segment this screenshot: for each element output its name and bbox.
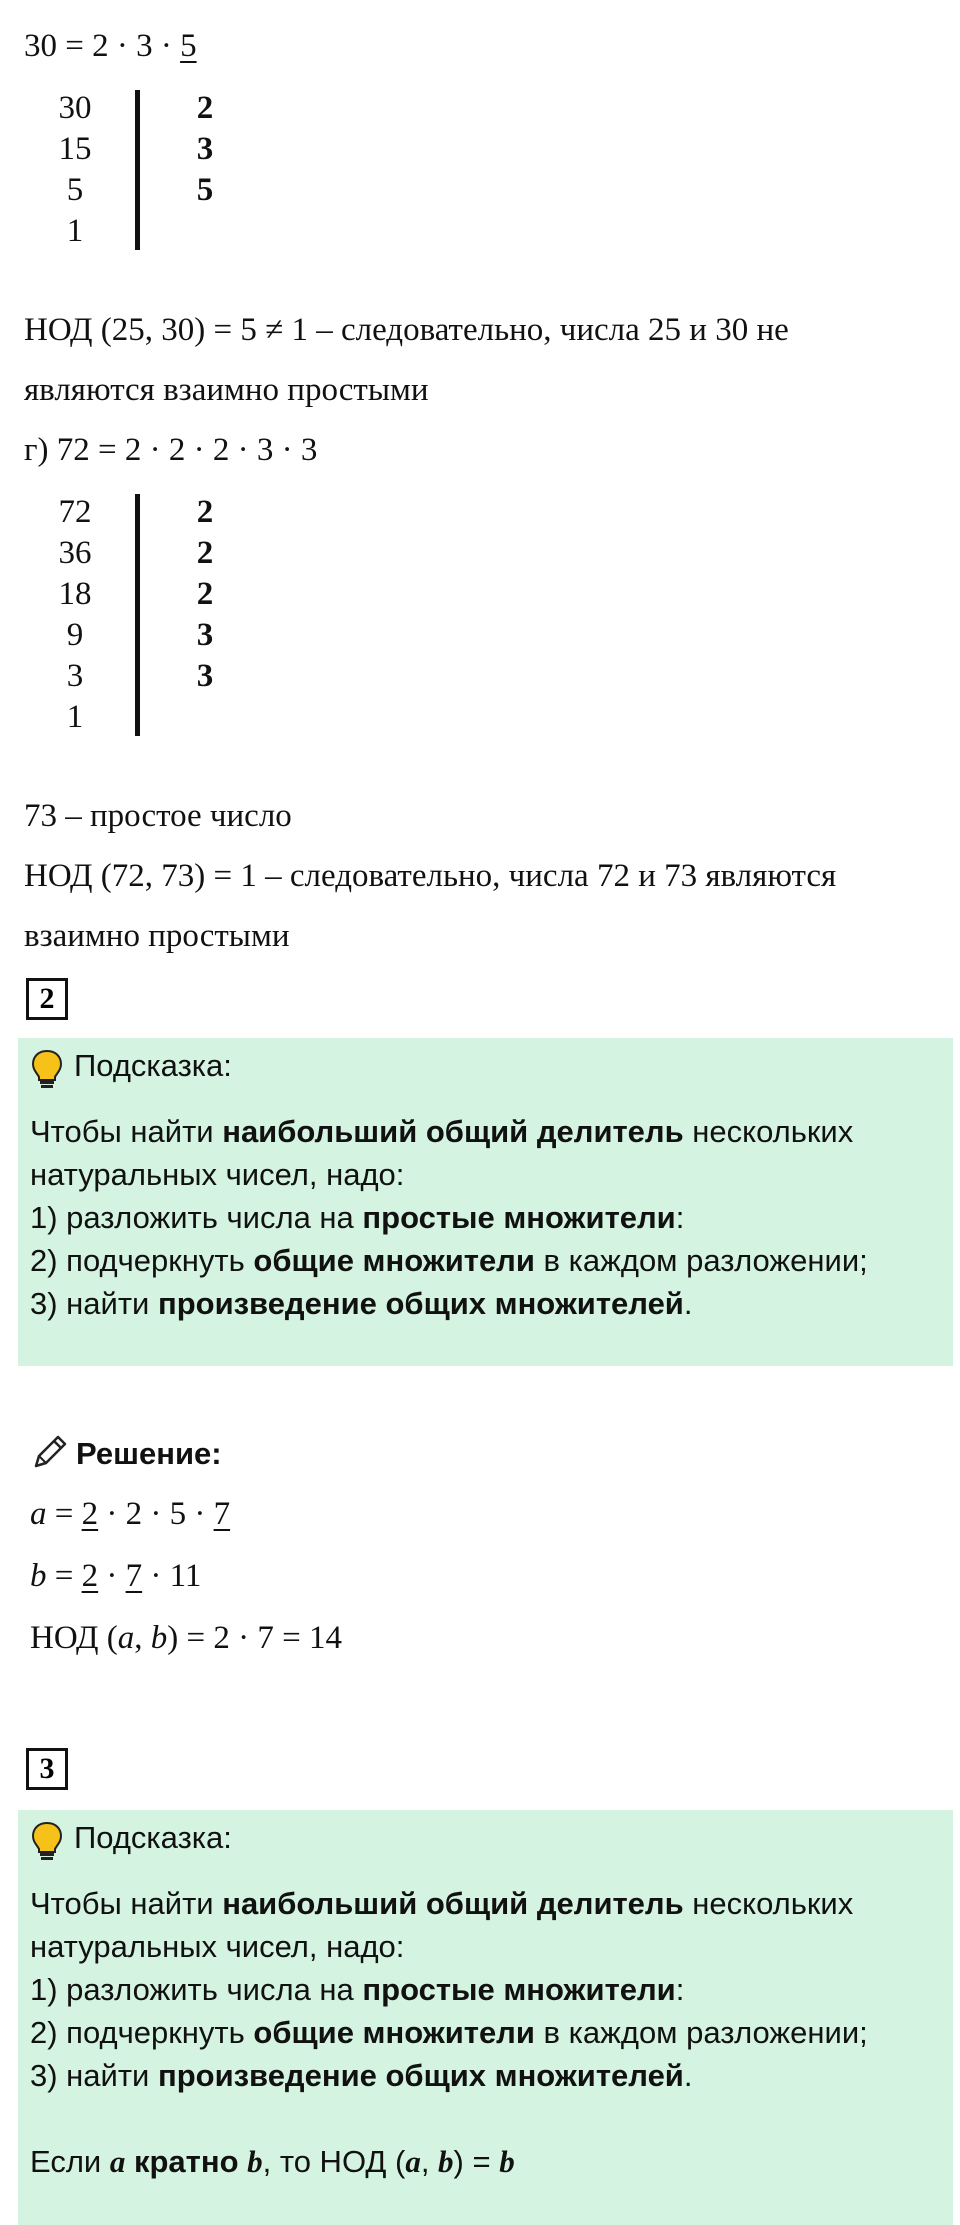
factorization-72: г) 72 = 2 · 2 · 2 · 3 · 3 — [24, 432, 318, 468]
factorization-30: 30 = 2 · 3 · 5 — [24, 28, 197, 64]
factorization-a: a = 2 · 2 · 5 · 7 — [30, 1496, 231, 1532]
solution-title: Решение: — [76, 1436, 222, 1471]
hint-box-task3 — [18, 1810, 953, 2225]
hint-title: Подсказка: — [74, 1048, 232, 1083]
hint-text: Чтобы найти наибольший общий делитель нескольких натуральных чисел, надо: 1) разложить числа на простые множители: 2) подчеркнуть общие множители в каждом разложении; 3) найти произведение общих множителей. — [30, 1114, 868, 1321]
lightbulb-icon — [30, 1048, 64, 1090]
prime-73-line: 73 – простое число — [24, 798, 292, 834]
hint-text: Чтобы найти наибольший общий делитель нескольких натуральных чисел, надо: 1) разложить числа на простые множители: 2) подчеркнуть общие множители в каждом разложении; 3) найти произведение общих множителей. Если a кратно b, то НОД (a, b) = b — [30, 1882, 868, 2183]
hint-box-task2 — [18, 1038, 953, 1366]
gcd-25-30-line2: являются взаимно простыми — [24, 372, 429, 408]
division-bar — [135, 494, 140, 736]
division-bar — [135, 90, 140, 250]
gcd-a-b: НОД (a, b) = 2 · 7 = 14 — [30, 1620, 342, 1656]
gcd-72-73-line2: взаимно простыми — [24, 918, 290, 954]
pencil-icon — [30, 1432, 70, 1472]
gcd-25-30-line1: НОД (25, 30) = 5 ≠ 1 – следовательно, числа 25 и 30 не — [24, 312, 789, 348]
hint-rule-multiple: Если a кратно b, то НОД (a, b) = b — [30, 2144, 515, 2179]
hint-title: Подсказка: — [74, 1820, 232, 1855]
lightbulb-icon — [30, 1820, 64, 1862]
task-number-3: 3 — [26, 1748, 68, 1790]
task-number-2: 2 — [26, 978, 68, 1020]
factorization-b: b = 2 · 7 · 11 — [30, 1558, 202, 1594]
gcd-72-73-line1: НОД (72, 73) = 1 – следовательно, числа 72 и 73 являются — [24, 858, 837, 894]
